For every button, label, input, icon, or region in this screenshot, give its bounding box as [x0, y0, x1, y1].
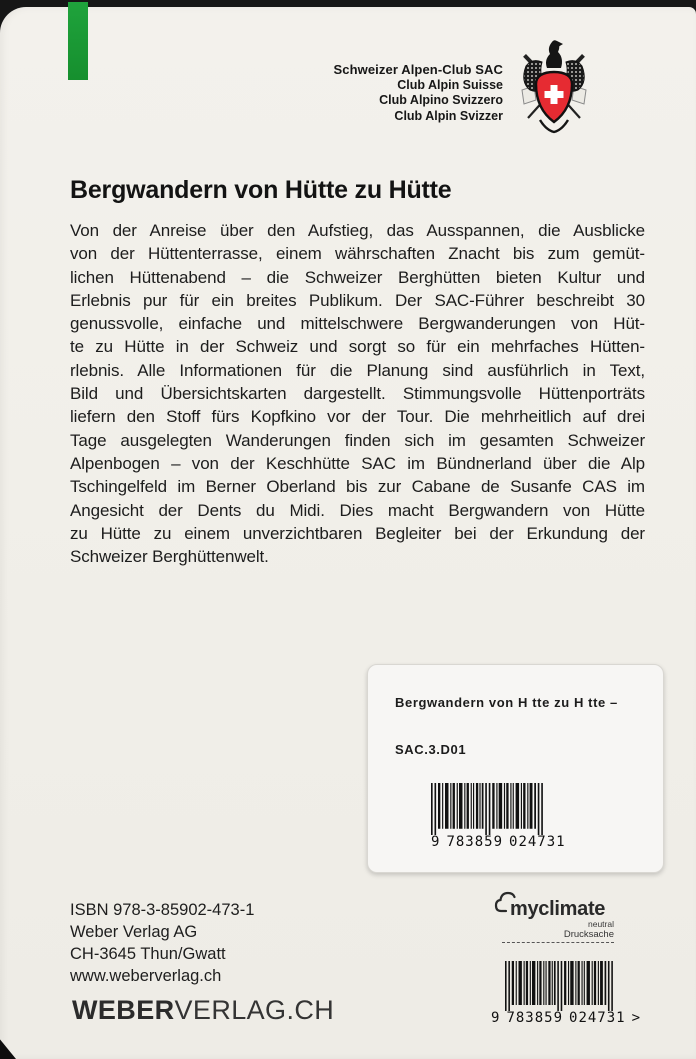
blurb-line: genussvolle, einfache und mittelschwere Bergwanderungen von Hüt- — [70, 314, 645, 334]
sticker-barcode-digits — [431, 834, 611, 850]
blurb-line: zu Hütte zu einem unverzichtbaren Begleiter bei der Erkundung der — [70, 523, 645, 543]
barcode-lead-digit: 9 — [431, 834, 441, 850]
club-name-romansh: Club Alpin Svizzer — [394, 108, 503, 123]
isbn-text: ISBN 978-3-85902-473-1 — [70, 901, 255, 919]
blurb-line: Tschingelfeld im Berner Oberland bis zur Cabane de Susanfe CAS im — [70, 477, 645, 497]
blurb-line: Tage ausgelegten Wanderungen finden sich im gesamten Schweizer — [70, 430, 645, 450]
weber-wordmark-light: VERLAG.CH — [174, 995, 335, 1025]
club-name-german: Schweizer Alpen-Club SAC — [333, 62, 503, 77]
blurb-line: Angesicht der Dents du Midi. Dies macht Bergwandern von Hütte — [70, 500, 645, 520]
blurb-line: Erlebnis pur für ein breites Publikum. Der SAC-Führer beschreibt 30 — [70, 290, 645, 310]
blurb-line: Bild und Übersichtskarten dargestellt. Stimmungsvolle Hüttenporträts — [70, 384, 645, 404]
book-blurb — [70, 219, 645, 568]
publisher-website: www.weberverlag.ch — [70, 967, 222, 985]
publisher-address: CH-3645 Thun/Gwatt — [70, 945, 226, 963]
myclimate-logo — [502, 898, 614, 943]
sticker-call-number: SAC.3.D01 — [395, 742, 467, 757]
club-name-french: Club Alpin Suisse — [397, 77, 503, 92]
blurb-line: Schweizer Berghüttenwelt. — [70, 547, 269, 567]
barcode-lead-digit: 9 — [491, 1010, 501, 1026]
sac-club-header — [325, 38, 645, 138]
barcode-suffix: > — [631, 1010, 642, 1026]
myclimate-dashed-rule — [502, 942, 614, 943]
sticker-barcode — [431, 783, 611, 850]
isbn-barcode-bars — [505, 961, 613, 1011]
blurb-line: lichen Hüttenabend – die Schweizer Berghütten bieten Kultur und — [70, 267, 645, 287]
barcode-group2: 024731 — [569, 1010, 626, 1026]
blurb-line: von der Hüttenterrasse, einem währschaften Znacht bis zum gemüt- — [70, 244, 645, 264]
club-name-italian: Club Alpino Svizzero — [379, 93, 503, 107]
cloud-icon — [494, 889, 528, 915]
myclimate-neutral-label: neutral — [588, 919, 614, 929]
publisher-imprint — [70, 899, 254, 987]
sticker-title: Bergwandern von H tte zu H tte – — [395, 695, 618, 710]
sticker-barcode-bars — [431, 783, 543, 835]
myclimate-wordmark — [502, 898, 614, 921]
isbn-barcode-digits — [491, 1010, 687, 1026]
blurb-line: liefern den Stoff fürs Kopfkino vor der Tour. Die mehrheitlich auf drei — [70, 407, 645, 427]
blurb-line: te zu Hütte in der Schweiz und sorgt so für ein mehrfaches Hütten- — [70, 337, 645, 357]
weber-verlag-wordmark — [72, 995, 334, 1026]
blurb-line: Von der Anreise über den Aufstieg, das Ausspannen, die Ausblicke — [70, 221, 645, 240]
sac-crest-icon — [513, 38, 595, 138]
weber-wordmark-bold: WEBER — [72, 995, 175, 1025]
blurb-line: rlebnis. Alle Informationen für die Planung sind ausführlich in Text, — [70, 360, 645, 380]
sac-club-names — [334, 62, 504, 124]
myclimate-text: myclimate — [510, 898, 606, 920]
book-title: Bergwandern von Hütte zu Hütte — [70, 176, 452, 204]
isbn-barcode — [491, 961, 687, 1026]
myclimate-drucksache-label: Drucksache — [563, 929, 614, 940]
barcode-group1: 783859 — [446, 834, 504, 850]
green-spine-bar — [68, 2, 88, 80]
barcode-group2: 024731 — [509, 834, 566, 850]
publisher-name: Weber Verlag AG — [70, 923, 198, 941]
library-label-sticker — [367, 664, 664, 873]
barcode-group1: 783859 — [506, 1010, 564, 1026]
blurb-line: Alpenbogen – von der Keschhütte SAC im Bündnerland über die Alp — [70, 453, 645, 473]
